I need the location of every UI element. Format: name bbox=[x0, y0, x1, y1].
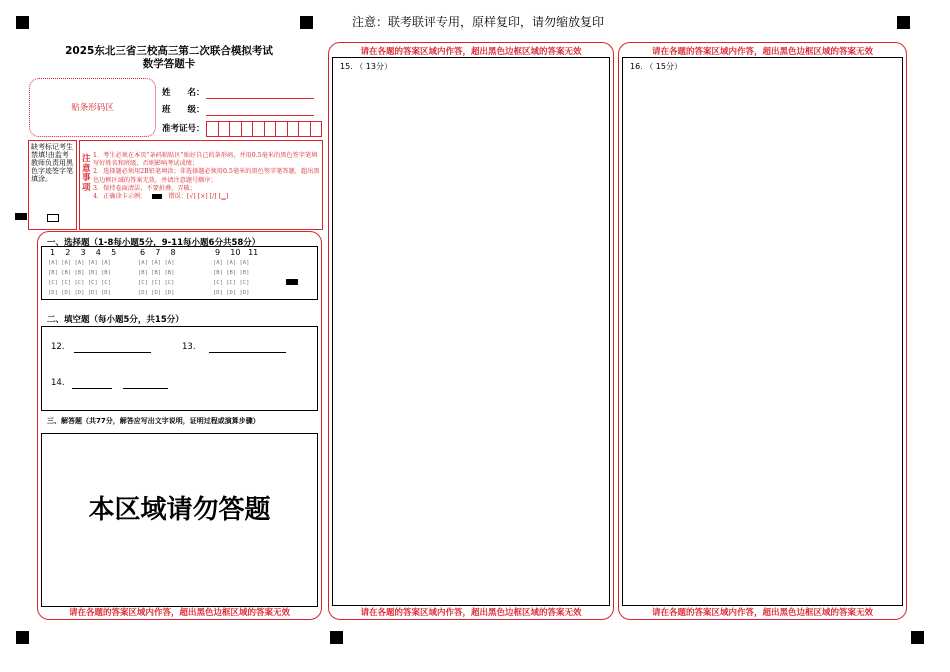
exam-title bbox=[44, 45, 294, 71]
title: 2025东北三省三校高三第二次联合模拟考试 bbox=[65, 45, 273, 57]
notice-line: 错误：[√] [×] [/] [▁] bbox=[168, 193, 229, 201]
group2-numbers: 6 7 8 bbox=[140, 248, 176, 257]
notice-list bbox=[93, 152, 321, 201]
name-field[interactable] bbox=[206, 98, 314, 99]
q14-answer-1[interactable] bbox=[72, 388, 112, 389]
barcode-area bbox=[29, 78, 156, 137]
header-notice: 注意：联考联评专用，原样复印，请勿缩放复印 bbox=[352, 15, 605, 29]
warning-q15-top: 请在各题的答案区域内作答，超出黑色边框区域的答案无效 bbox=[360, 47, 582, 57]
registration-mark bbox=[911, 631, 924, 644]
section3-title: 三、解答题（共77分，解答应写出文字说明，证明过程或演算步骤） bbox=[47, 417, 260, 425]
no-answer-box bbox=[41, 433, 318, 607]
option-row[interactable]: [C] [C] [C] bbox=[213, 280, 250, 286]
name-label: 姓 名： bbox=[162, 88, 205, 98]
group1-numbers: 1 2 3 4 5 bbox=[50, 248, 117, 257]
barcode-label: 贴条形码区 bbox=[71, 103, 114, 113]
option-row[interactable]: [B] [B] [B] bbox=[213, 270, 250, 276]
registration-mark bbox=[16, 16, 29, 29]
q15-answer-box[interactable] bbox=[332, 57, 610, 606]
q16-answer-box[interactable] bbox=[622, 57, 903, 606]
absent-note: 缺考标记考生禁填!由监考教师负责用黑色字迹签字笔填涂。 bbox=[31, 143, 73, 183]
no-answer-text: 本区域请勿答题 bbox=[88, 495, 271, 525]
fill-in-box bbox=[41, 326, 318, 411]
timing-mark bbox=[15, 213, 27, 220]
notice-line: 3．保持卷面清洁，不要折叠，弄破； bbox=[93, 184, 196, 192]
warning-q16-top: 请在各题的答案区域内作答，超出黑色边框区域的答案无效 bbox=[651, 47, 873, 57]
notice-title: 注意事项 bbox=[82, 154, 91, 193]
q12-label: 12. bbox=[51, 342, 65, 352]
registration-mark bbox=[16, 631, 29, 644]
notice-line: 2．选择题必须用2B铅笔填涂；非选择题必须用0.5毫米的黑色签字笔答题，超出黑色边框区域的答案无效，并请注意题号顺序； bbox=[93, 168, 320, 184]
q13-answer[interactable] bbox=[209, 352, 286, 353]
option-row[interactable]: [B] [B] [B] [B] [B] bbox=[48, 270, 111, 276]
option-row[interactable]: [A] [A] [A] bbox=[213, 260, 250, 266]
exam-no-label: 准考证号： bbox=[162, 124, 205, 134]
class-label: 班 级： bbox=[162, 105, 205, 115]
warning-q16-bottom: 请在各题的答案区域内作答，超出黑色边框区域的答案无效 bbox=[651, 608, 873, 618]
q12-answer[interactable] bbox=[74, 352, 151, 353]
option-row[interactable]: [B] [B] [B] bbox=[138, 270, 175, 276]
registration-mark bbox=[897, 16, 910, 29]
subtitle: 数学答题卡 bbox=[142, 58, 196, 70]
timing-mark bbox=[286, 279, 298, 285]
q15-label: 15. （ 13分） bbox=[340, 62, 392, 71]
section2-title: 二、填空题（每小题5分，共15分） bbox=[47, 315, 184, 325]
option-row[interactable]: [D] [D] [D] bbox=[213, 290, 250, 296]
warning-q15-bottom: 请在各题的答案区域内作答，超出黑色边框区域的答案无效 bbox=[360, 608, 582, 618]
option-row[interactable]: [D] [D] [D] bbox=[138, 290, 175, 296]
option-row[interactable]: [C] [C] [C] [C] [C] bbox=[48, 280, 111, 286]
option-row[interactable]: [D] [D] [D] [D] [D] bbox=[48, 290, 111, 296]
absent-mark-box bbox=[28, 140, 77, 230]
registration-mark bbox=[330, 631, 343, 644]
warning-left-bottom: 请在各题的答案区域内作答，超出黑色边框区域的答案无效 bbox=[68, 608, 290, 618]
absent-bubble[interactable] bbox=[47, 214, 59, 222]
correct-fill-example bbox=[152, 194, 162, 199]
option-row[interactable]: [C] [C] [C] bbox=[138, 280, 175, 286]
q14-label: 14. bbox=[51, 378, 65, 388]
notice-line: 4．正确涂卡示例： bbox=[93, 193, 147, 201]
section1-title: 一、选择题（1-8每小题5分，9-11每小题6分共58分） bbox=[47, 238, 261, 248]
option-row[interactable]: [A] [A] [A] [A] [A] bbox=[48, 260, 111, 266]
class-field[interactable] bbox=[206, 115, 314, 116]
exam-no-boxes[interactable] bbox=[206, 121, 322, 137]
q13-label: 13. bbox=[182, 342, 196, 352]
q14-answer-2[interactable] bbox=[123, 388, 168, 389]
group3-numbers: 9 10 11 bbox=[215, 248, 259, 257]
choice-box bbox=[41, 246, 318, 300]
option-row[interactable]: [A] [A] [A] bbox=[138, 260, 175, 266]
notice-box bbox=[79, 140, 323, 230]
q16-label: 16. （ 15分） bbox=[630, 62, 682, 71]
notice-line: 1．考生必须在本页“条码粘贴区”贴好自己的条形码，并用0.5毫米的黑色签字笔填写好姓名和班级，否则影响考试成绩； bbox=[93, 152, 318, 168]
registration-mark bbox=[300, 16, 313, 29]
